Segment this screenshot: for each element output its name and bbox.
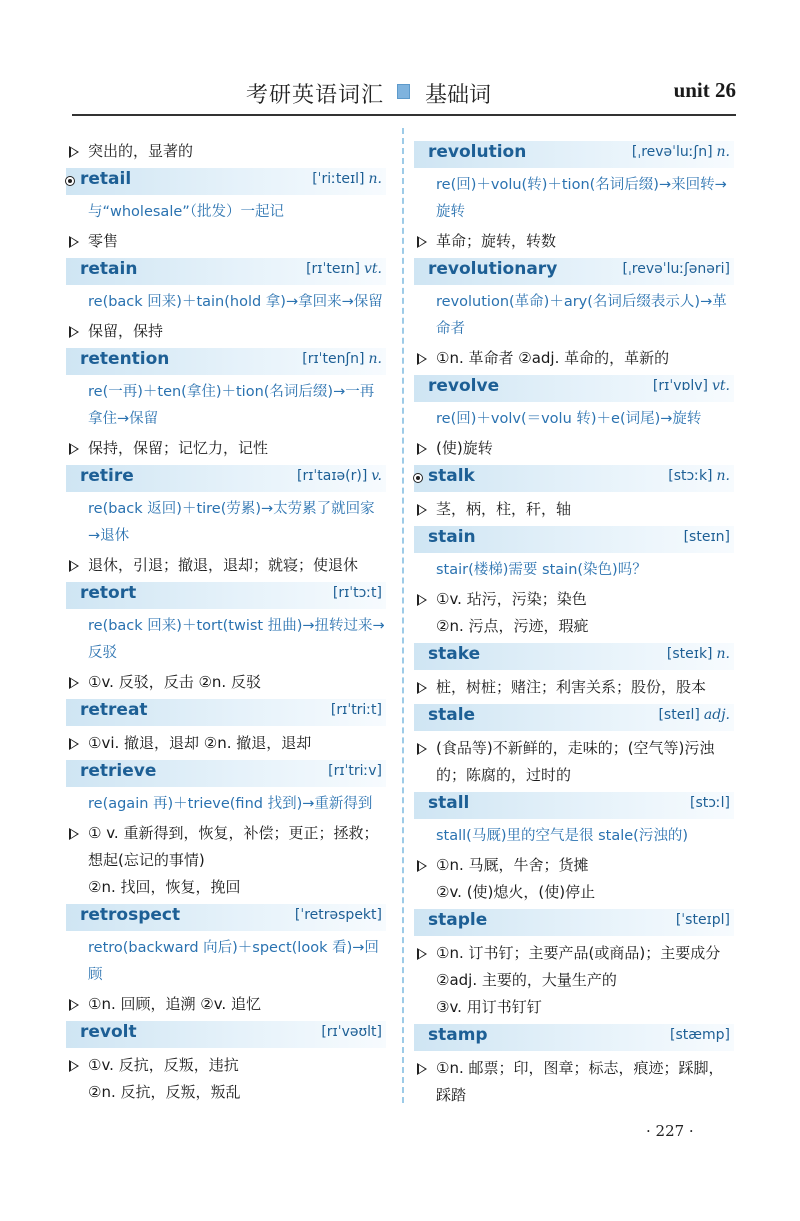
etymology-note: revolution(革命)＋ary(名词后缀表示人)→革命者 xyxy=(436,294,727,337)
headword: retreat xyxy=(80,700,148,720)
right-column xyxy=(414,138,734,1111)
etymology-note: stair(楼梯)需要 stain(染色)吗？ xyxy=(436,562,647,578)
definition-line: ①n. 订书钉；主要产品(或商品)；主要成分 xyxy=(436,944,721,962)
page-number: · 227 · xyxy=(646,1122,694,1140)
headword-band xyxy=(66,258,386,285)
phonetic xyxy=(670,1027,730,1043)
triangle-marker-icon xyxy=(69,677,79,689)
definition-line: ①n. 邮票；印，图章；标志，痕迹；踩脚，踩踏 xyxy=(436,1059,724,1104)
book-subtitle: 基础词 xyxy=(425,83,492,108)
triangle-marker-icon xyxy=(417,1063,427,1075)
phonetic-text: [stɔːk] xyxy=(668,468,713,484)
headword: stall xyxy=(428,793,470,813)
definition-line: ③v. 用订书钉钉 xyxy=(436,998,542,1016)
definition-line: 桩，树桩；赌注；利害关系；股份，股本 xyxy=(436,678,707,696)
phonetic xyxy=(306,261,382,277)
phonetic-text: [stæmp] xyxy=(670,1027,730,1043)
triangle-marker-icon xyxy=(69,560,79,572)
phonetic-text: [steɪk] xyxy=(666,646,713,662)
etymology-note: retro(backward 向后)＋spect(look 看)→回顾 xyxy=(88,940,379,983)
etymology-note: re(back 回来)＋tort(twist 扭曲)→扭转过来→反驳 xyxy=(88,618,385,661)
definition-line: ②v. (使)熄火，(使)停止 xyxy=(436,883,596,901)
phonetic-text: [ˈriːteɪl] xyxy=(312,171,365,187)
definition xyxy=(414,496,734,523)
phonetic-text: [rɪˈtriːt] xyxy=(330,702,382,718)
definition xyxy=(66,138,386,165)
phonetic xyxy=(297,468,382,484)
definition xyxy=(414,435,734,462)
headword-band xyxy=(414,258,734,285)
triangle-marker-icon xyxy=(69,443,79,455)
definition xyxy=(414,852,734,906)
phonetic-text: [steɪn] xyxy=(683,529,730,545)
triangle-marker-icon xyxy=(417,948,427,960)
phonetic xyxy=(312,171,382,187)
part-of-speech: n. xyxy=(368,171,382,187)
part-of-speech: vt. xyxy=(364,261,382,277)
definition-line: (使)旋转 xyxy=(436,439,493,457)
triangle-marker-icon xyxy=(69,236,79,248)
headword-band xyxy=(66,699,386,726)
headword: revolutionary xyxy=(428,259,558,279)
phonetic xyxy=(302,351,382,367)
unit-label: unit 26 xyxy=(673,78,736,102)
definition-line: 茎，柄，柱，秆，轴 xyxy=(436,500,572,518)
headword: stalk xyxy=(428,466,475,486)
etymology-note: 与“wholesale”（批发）一起记 xyxy=(88,204,285,220)
left-column xyxy=(66,138,386,1108)
headword: stale xyxy=(428,705,476,725)
headword-band xyxy=(66,348,386,375)
etymology-note: re(回)＋volv(＝volu 转)＋e(词尾)→旋转 xyxy=(436,411,702,427)
definition-line: ②n. 污点，污迹，瑕疵 xyxy=(436,617,589,635)
phonetic xyxy=(295,907,382,923)
headword: stain xyxy=(428,527,476,547)
headword-band xyxy=(414,375,734,402)
headword: retention xyxy=(80,349,170,369)
phonetic xyxy=(328,763,382,779)
triangle-marker-icon xyxy=(69,146,79,158)
headword-band xyxy=(414,909,734,936)
etymology-note: re(一再)＋ten(拿住)＋tion(名词后缀)→一再拿住→保留 xyxy=(88,384,375,427)
definition xyxy=(66,552,386,579)
phonetic-text: [ˈretrəspekt] xyxy=(294,907,382,923)
definition xyxy=(414,345,734,372)
etymology-note: re(back 返回)＋tire(劳累)→太劳累了就回家→退休 xyxy=(88,501,375,544)
definition-line: (食品等)不新鲜的，走味的；(空气等)污浊的；陈腐的，过时的 xyxy=(436,739,715,784)
bullet-icon xyxy=(413,473,423,483)
definition xyxy=(66,1052,386,1106)
definition xyxy=(414,735,734,789)
phonetic xyxy=(676,912,730,928)
book-title: 考研英语词汇 xyxy=(246,83,385,108)
header-rule xyxy=(72,114,736,116)
definition xyxy=(66,820,386,901)
triangle-marker-icon xyxy=(69,738,79,750)
headword-band xyxy=(414,643,734,670)
headword: staple xyxy=(428,910,488,930)
part-of-speech: n. xyxy=(368,351,382,367)
headword-band xyxy=(66,465,386,492)
headword: stamp xyxy=(428,1025,488,1045)
headword-band xyxy=(414,465,734,492)
part-of-speech: n. xyxy=(716,144,730,160)
part-of-speech: n. xyxy=(716,468,730,484)
part-of-speech: n. xyxy=(716,646,730,662)
definition-line: 保持，保留；记忆力，记性 xyxy=(88,439,269,457)
definition-line: ②n. 找回，恢复，挽回 xyxy=(88,878,241,896)
definition-line: 保留，保持 xyxy=(88,322,164,340)
phonetic-text: [rɪˈtɔːt] xyxy=(332,585,382,601)
definition-line: ① v. 重新得到，恢复，补偿；更正；拯救；想起(忘记的事情) xyxy=(88,824,379,869)
headword: stake xyxy=(428,644,481,664)
triangle-marker-icon xyxy=(69,828,79,840)
phonetic xyxy=(658,707,730,723)
headword: retrieve xyxy=(80,761,157,781)
definition-line: ①n. 回顾，追溯 ②v. 追忆 xyxy=(88,995,261,1013)
definition-line: ①n. 马厩，牛舍；货摊 xyxy=(436,856,589,874)
phonetic-text: [rɪˈvəʊlt] xyxy=(321,1024,382,1040)
definition-line: 退休，引退；撤退，退却；就寝；使退休 xyxy=(88,556,359,574)
triangle-marker-icon xyxy=(417,504,427,516)
bullet-icon xyxy=(65,176,75,186)
triangle-marker-icon xyxy=(417,236,427,248)
phonetic xyxy=(333,585,382,601)
definition xyxy=(66,991,386,1018)
headword-band xyxy=(66,1021,386,1048)
phonetic-text: [ˌrevəˈluːʃn] xyxy=(631,144,713,160)
phonetic-text: [rɪˈvɒlv] xyxy=(652,378,708,394)
phonetic xyxy=(321,1024,382,1040)
triangle-marker-icon xyxy=(417,443,427,455)
phonetic xyxy=(684,529,730,545)
headword: revolve xyxy=(428,376,500,396)
phonetic-text: [rɪˈtriːv] xyxy=(328,763,382,779)
definition xyxy=(66,435,386,462)
headword-band xyxy=(414,792,734,819)
page-header xyxy=(72,72,736,112)
definition xyxy=(66,228,386,255)
triangle-marker-icon xyxy=(69,999,79,1011)
phonetic xyxy=(632,144,730,160)
phonetic-text: [rɪˈteɪn] xyxy=(306,261,360,277)
column-divider xyxy=(402,128,404,1103)
etymology-note: re(again 再)＋trieve(find 找到)→重新得到 xyxy=(88,796,373,812)
headword-band xyxy=(66,904,386,931)
definition xyxy=(66,669,386,696)
header-square-icon xyxy=(397,84,410,99)
triangle-marker-icon xyxy=(417,682,427,694)
phonetic xyxy=(667,646,730,662)
definition-line: 革命；旋转，转数 xyxy=(436,232,557,250)
headword-band xyxy=(66,582,386,609)
definition-line: ①v. 反驳，反击 ②n. 反驳 xyxy=(88,673,261,691)
headword: retain xyxy=(80,259,138,279)
etymology-note: re(回)＋volu(转)＋tion(名词后缀)→来回转→旋转 xyxy=(436,177,727,220)
headword: revolution xyxy=(428,142,527,162)
definition xyxy=(414,940,734,1021)
definition-line: 突出的，显著的 xyxy=(88,142,194,160)
phonetic-text: [stɔːl] xyxy=(689,795,730,811)
definition-line: ①vi. 撤退，退却 ②n. 撤退，退却 xyxy=(88,734,312,752)
phonetic xyxy=(668,468,730,484)
definition xyxy=(414,586,734,640)
headword-band xyxy=(414,141,734,168)
phonetic xyxy=(331,702,382,718)
definition xyxy=(414,228,734,255)
triangle-marker-icon xyxy=(69,326,79,338)
etymology-note: stall(马厩)里的空气是很 stale(污浊的) xyxy=(436,828,688,844)
triangle-marker-icon xyxy=(417,743,427,755)
headword: retire xyxy=(80,466,134,486)
part-of-speech: v. xyxy=(371,468,382,484)
phonetic-text: [ˈsteɪpl] xyxy=(675,912,730,928)
definition xyxy=(414,674,734,701)
definition xyxy=(414,1055,734,1109)
headword-band xyxy=(414,704,734,731)
headword-band xyxy=(414,526,734,553)
headword-band xyxy=(66,760,386,787)
headword-band xyxy=(66,168,386,195)
phonetic-text: [rɪˈtaɪə(r)] xyxy=(297,468,368,484)
headword: retort xyxy=(80,583,137,603)
part-of-speech: vt. xyxy=(712,378,730,394)
phonetic xyxy=(653,378,730,394)
definition-line: ①n. 革命者 ②adj. 革命的，革新的 xyxy=(436,349,670,367)
definition-line: ②n. 反抗，反叛，叛乱 xyxy=(88,1083,241,1101)
triangle-marker-icon xyxy=(69,1060,79,1072)
definition-line: ②adj. 主要的，大量生产的 xyxy=(436,971,617,989)
part-of-speech: adj. xyxy=(703,707,730,723)
definition-line: ①v. 反抗，反叛，违抗 xyxy=(88,1056,239,1074)
phonetic xyxy=(622,261,730,277)
headword-band xyxy=(414,1024,734,1051)
headword: retail xyxy=(80,169,132,189)
triangle-marker-icon xyxy=(417,353,427,365)
headword: retrospect xyxy=(80,905,181,925)
phonetic xyxy=(690,795,730,811)
triangle-marker-icon xyxy=(417,594,427,606)
phonetic-text: [steɪl] xyxy=(658,707,700,723)
triangle-marker-icon xyxy=(417,860,427,872)
definition-line: 零售 xyxy=(88,232,119,250)
headword: revolt xyxy=(80,1022,137,1042)
definition xyxy=(66,318,386,345)
definition-line: ①v. 玷污，污染；染色 xyxy=(436,590,587,608)
phonetic-text: [ˌrevəˈluːʃənəri] xyxy=(622,261,730,277)
phonetic-text: [rɪˈtenʃn] xyxy=(302,351,365,367)
definition xyxy=(66,730,386,757)
etymology-note: re(back 回来)＋tain(hold 拿)→拿回来→保留 xyxy=(88,294,383,310)
